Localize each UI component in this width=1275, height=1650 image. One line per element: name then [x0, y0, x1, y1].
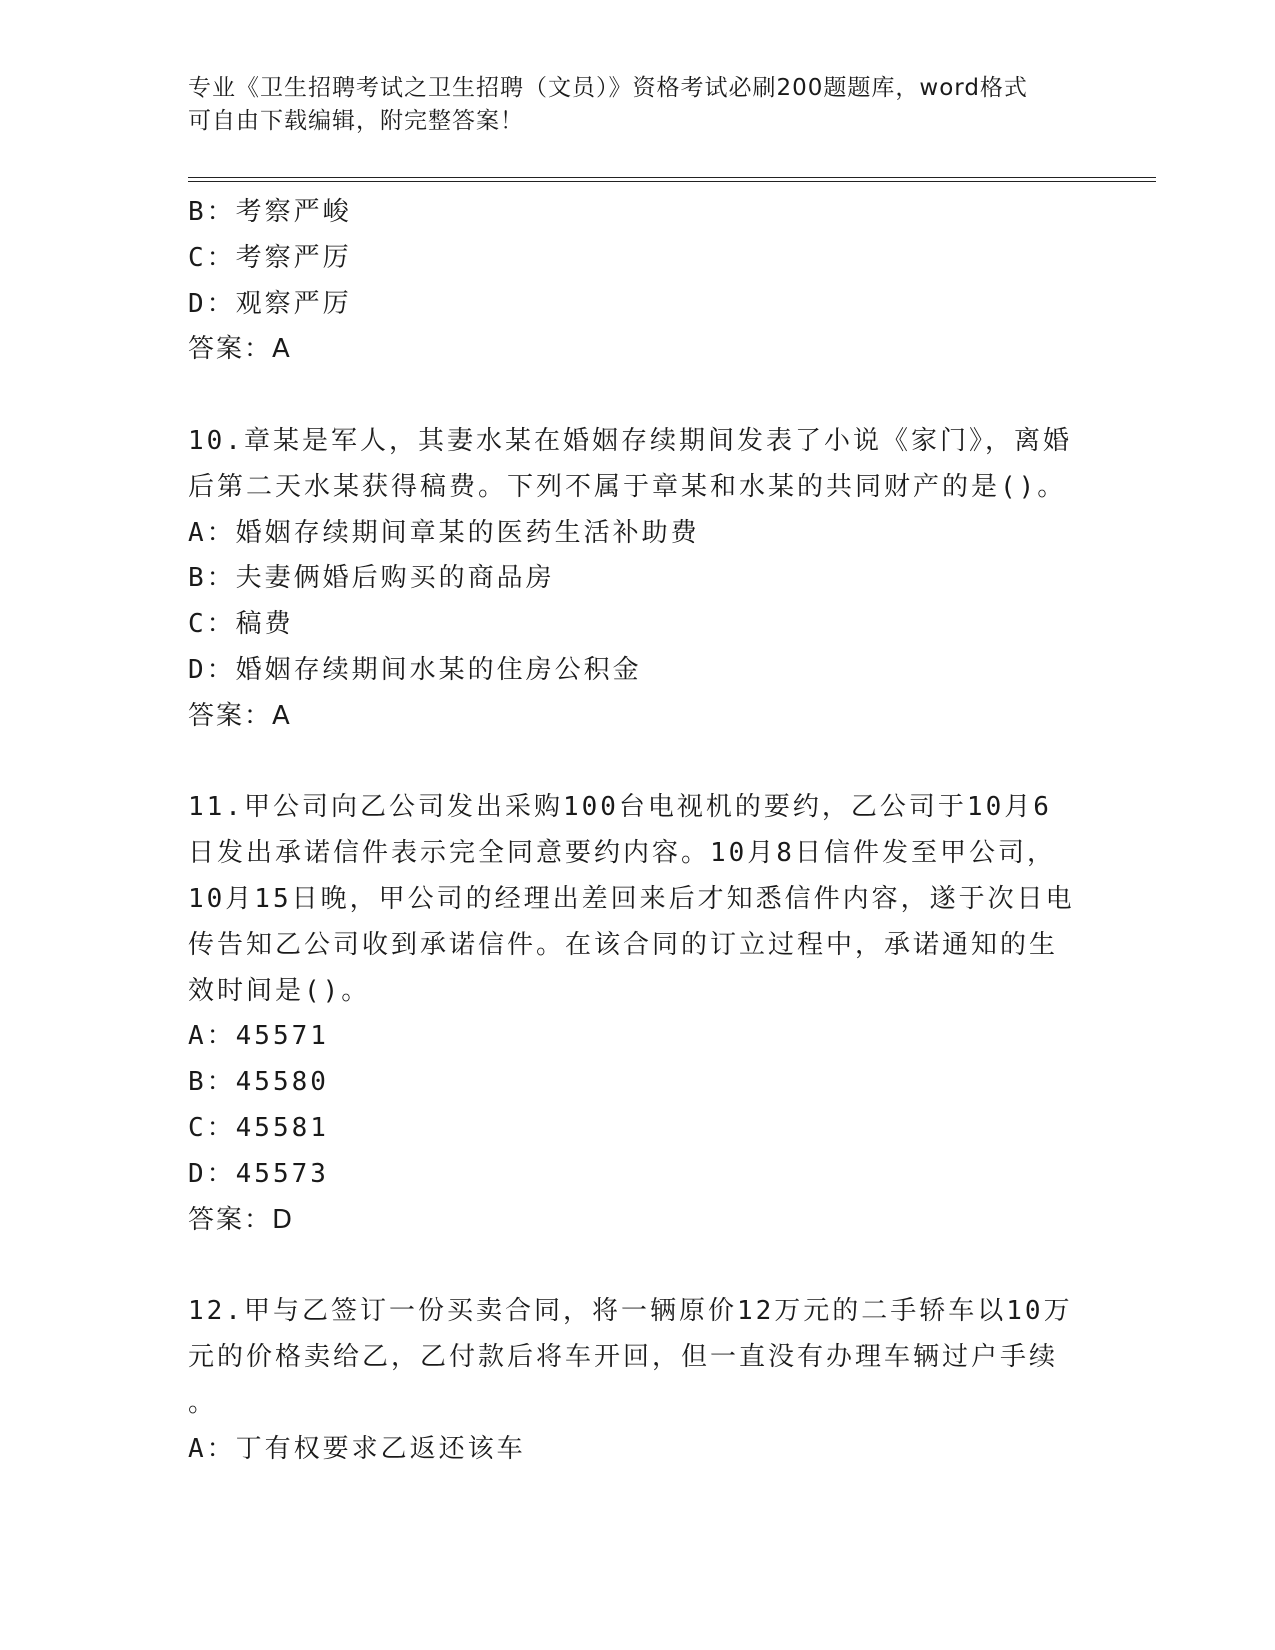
option-c: C：稿费: [188, 609, 294, 640]
question-text-line: 10月15日晚，甲公司的经理出差回来后才知悉信件内容，遂于次日电: [188, 883, 1075, 914]
header-line-1: 专业《卫生招聘考试之卫生招聘（文员）》资格考试必刷200题题库，word格式: [188, 75, 1028, 101]
header-line-2: 可自由下载编辑，附完整答案！: [188, 108, 524, 134]
answer-line: 答案：A: [188, 700, 292, 731]
option-a: A：45571: [188, 1021, 329, 1052]
spacer: [188, 373, 1088, 419]
question-text-line: 效时间是()。: [188, 975, 371, 1006]
question-text-line: 10.章某是军人，其妻水某在婚姻存续期间发表了小说《家门》，离婚: [188, 425, 1072, 456]
spacer: [188, 740, 1088, 786]
option-d: D：45573: [188, 1158, 329, 1189]
question-text-line: 后第二天水某获得稿费。下列不属于章某和水某的共同财产的是()。: [188, 471, 1067, 502]
option-d: D：婚姻存续期间水某的住房公积金: [188, 654, 642, 685]
question-text-line: 。: [188, 1387, 218, 1418]
option-a: A：丁有权要求乙返还该车: [188, 1433, 526, 1464]
header-divider: [188, 177, 1156, 182]
question-9-tail: [188, 190, 1088, 373]
document-body: [188, 190, 1088, 1472]
question-12: [188, 1289, 1088, 1472]
option-a: A：婚姻存续期间章某的医药生活补助费: [188, 517, 700, 548]
spacer: [188, 1243, 1088, 1289]
answer-line: 答案：D: [188, 1204, 295, 1235]
question-text-line: 日发出承诺信件表示完全同意要约内容。10月8日信件发至甲公司，: [188, 838, 1056, 869]
option-b: B：考察严峻: [188, 197, 352, 227]
question-text-line: 传告知乙公司收到承诺信件。在该合同的订立过程中，承诺通知的生: [188, 929, 1059, 960]
question-text-line: 元的价格卖给乙，乙付款后将车开回，但一直没有办理车辆过户手续: [188, 1341, 1059, 1372]
document-header: [188, 72, 1068, 138]
question-10: [188, 419, 1088, 740]
option-c: C：考察严厉: [188, 242, 352, 273]
question-text-line: 12.甲与乙签订一份买卖合同，将一辆原价12万元的二手轿车以10万: [188, 1296, 1073, 1327]
option-b: B：45580: [188, 1067, 329, 1098]
option-d: D：观察严厉: [188, 288, 352, 319]
question-11: [188, 785, 1088, 1243]
question-text-line: 11.甲公司向乙公司发出采购100台电视机的要约，乙公司于10月6: [188, 792, 1052, 823]
option-b: B：夫妻俩婚后购买的商品房: [188, 563, 555, 594]
option-c: C：45581: [188, 1112, 329, 1143]
answer-line: 答案：A: [188, 334, 292, 365]
